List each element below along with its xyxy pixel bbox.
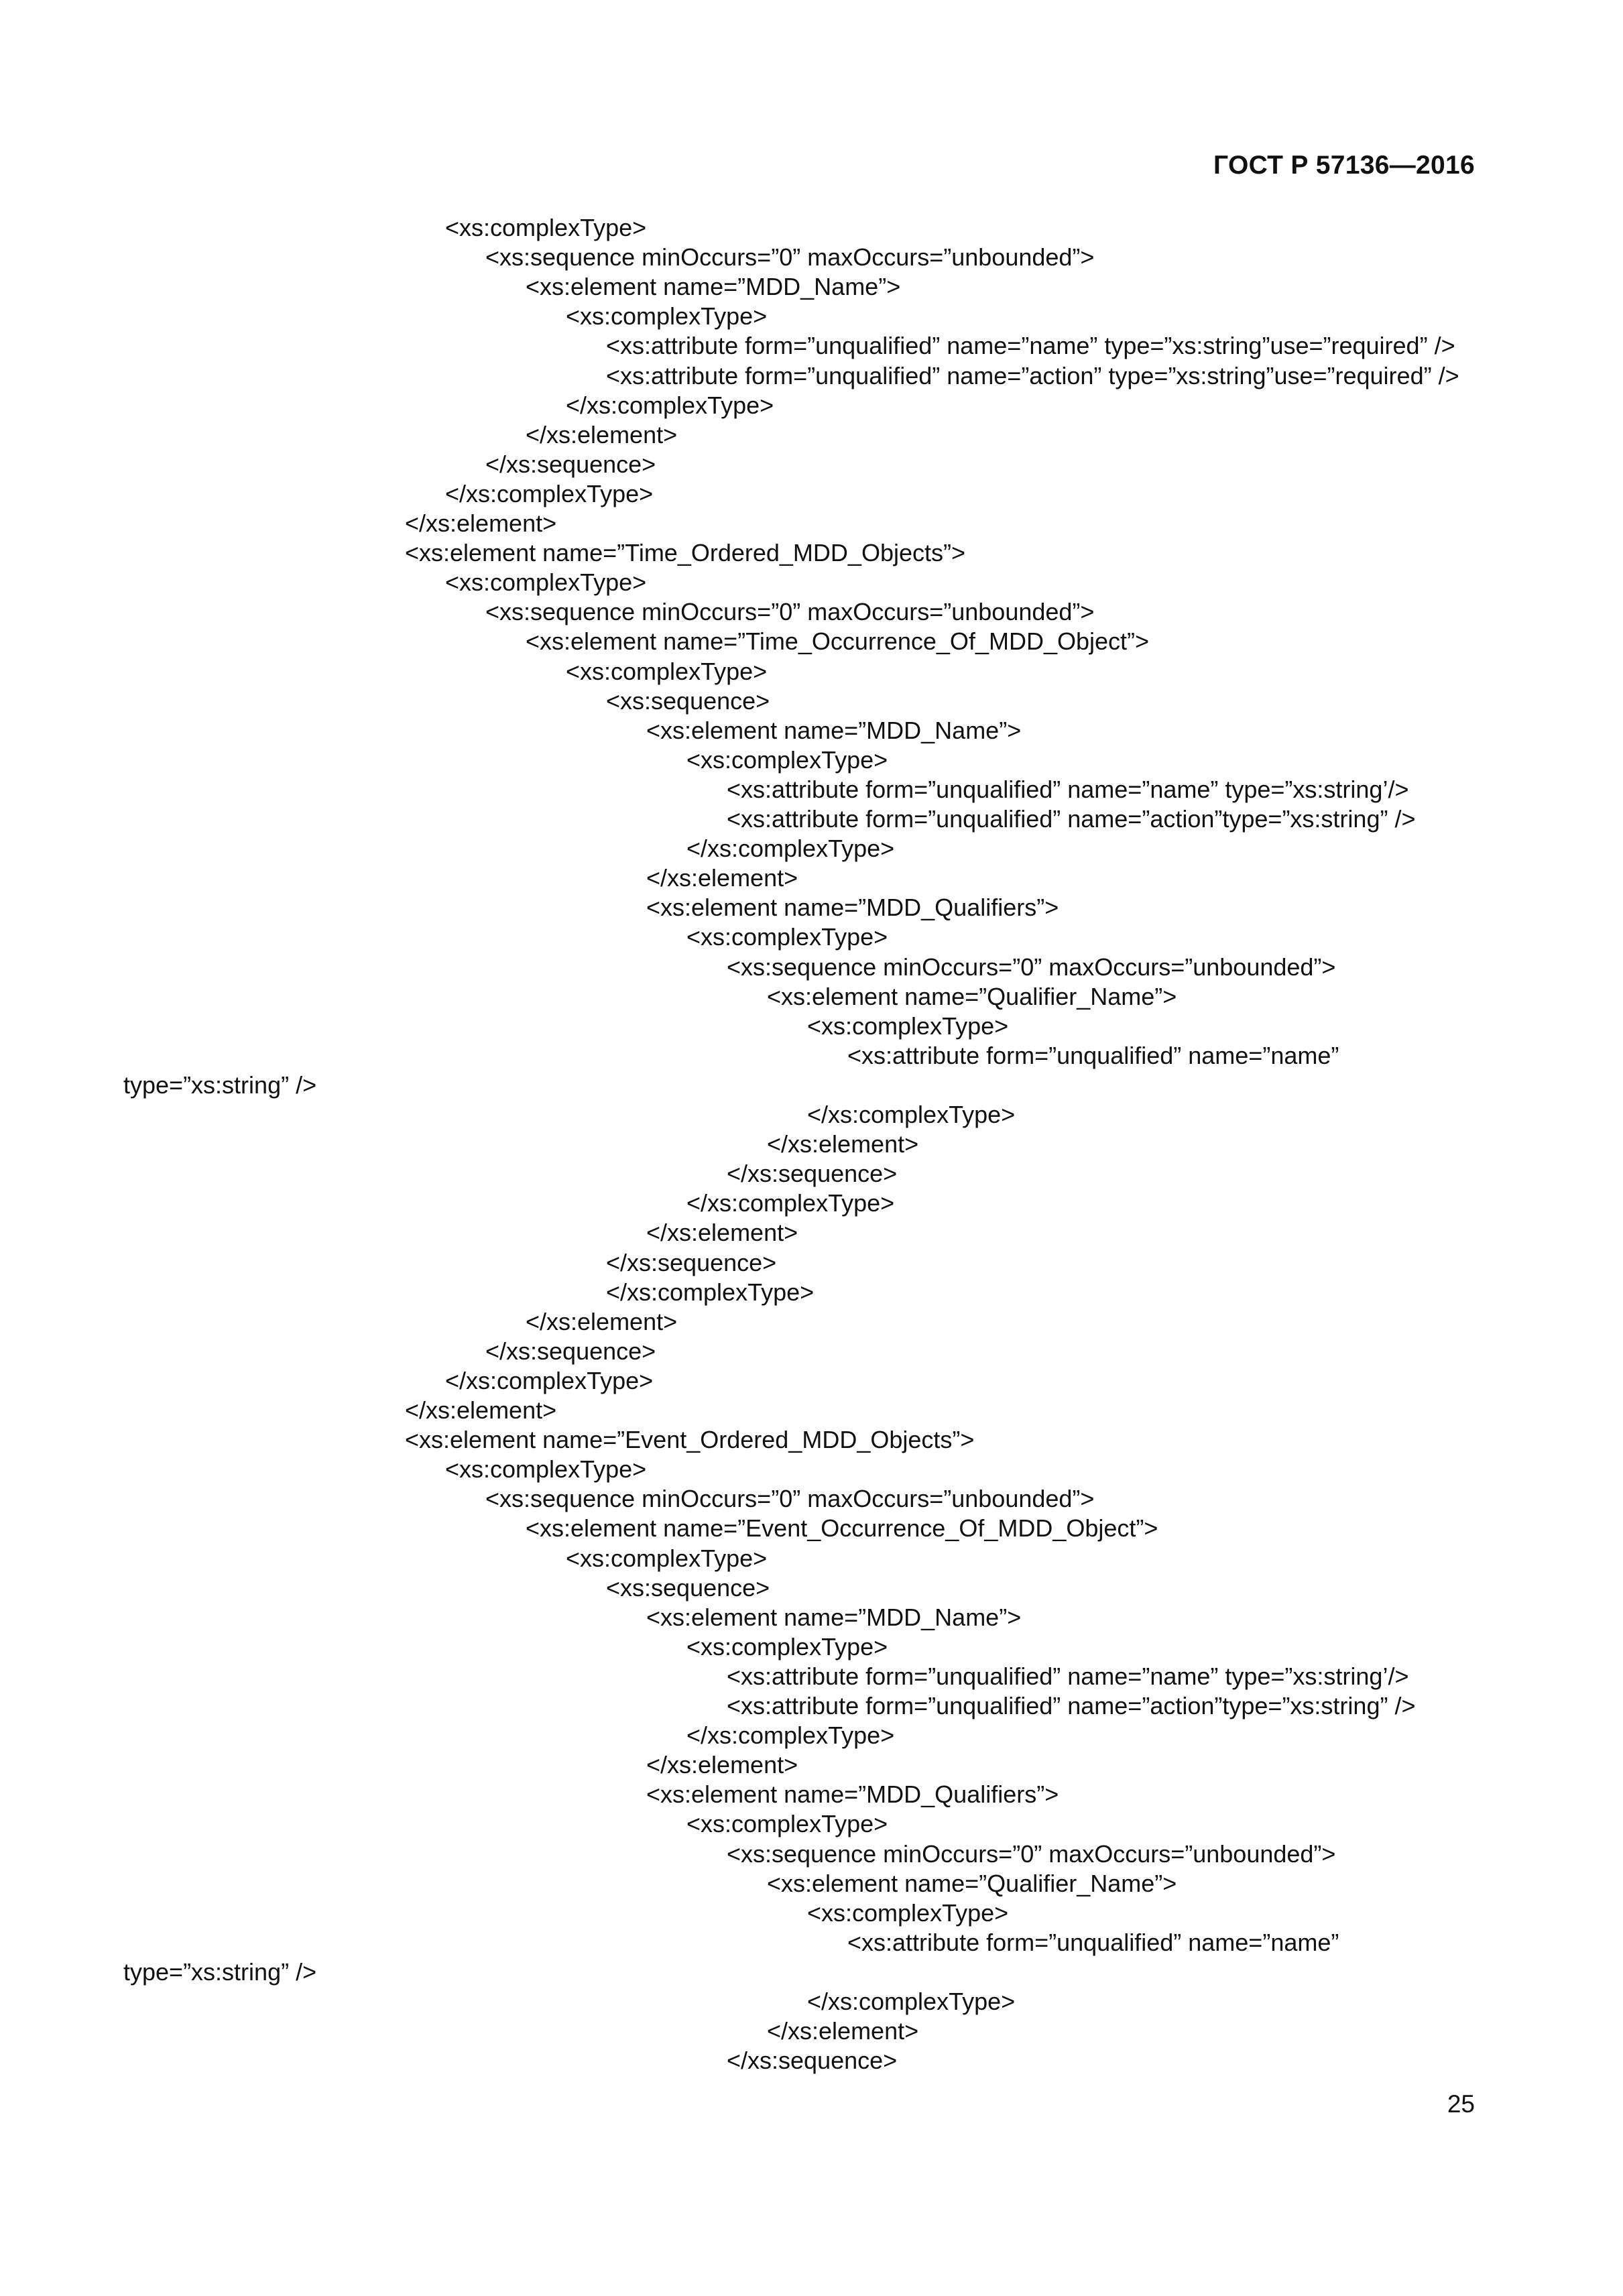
- code-line: type=”xs:string” />: [123, 1957, 317, 1986]
- code-line: <xs:complexType>: [566, 1544, 768, 1572]
- code-line: </xs:element>: [767, 1130, 919, 1158]
- code-line: <xs:attribute form=”unqualified” name=”name” type=”xs:string”use=”required” />: [606, 332, 1455, 360]
- code-line: </xs:complexType>: [445, 1366, 654, 1394]
- code-line: </xs:element>: [405, 509, 557, 537]
- code-line: <xs:complexType>: [807, 1012, 1009, 1040]
- page-number: 25: [1447, 2090, 1475, 2118]
- code-line: <xs:attribute form=”unqualified” name=”name”: [847, 1928, 1339, 1956]
- code-line: <xs:sequence minOccurs=”0” maxOccurs=”unbounded”>: [485, 1485, 1095, 1513]
- code-line: </xs:element>: [405, 1396, 557, 1424]
- code-line: <xs:element name=”Qualifier_Name”>: [767, 982, 1177, 1010]
- code-line: </xs:sequence>: [485, 450, 656, 478]
- code-line: <xs:complexType>: [566, 302, 768, 330]
- code-line: <xs:sequence minOccurs=”0” maxOccurs=”unbounded”>: [727, 1839, 1336, 1868]
- code-line: <xs:element name=”Qualifier_Name”>: [767, 1869, 1177, 1897]
- code-line: <xs:element name=”Time_Ordered_MDD_Objects”>: [405, 539, 965, 567]
- code-line: </xs:complexType>: [445, 479, 654, 507]
- code-line: <xs:sequence>: [606, 686, 770, 715]
- code-line: <xs:attribute form=”unqualified” name=”name” type=”xs:string’/>: [727, 775, 1409, 803]
- code-line: type=”xs:string” />: [123, 1071, 317, 1099]
- code-line: </xs:element>: [646, 864, 798, 892]
- code-line: <xs:sequence minOccurs=”0” maxOccurs=”unbounded”>: [485, 598, 1095, 626]
- code-line: <xs:element name=”MDD_Qualifiers”>: [646, 894, 1059, 922]
- code-line: <xs:sequence minOccurs=”0” maxOccurs=”unbounded”>: [727, 953, 1336, 981]
- code-line: <xs:element name=”Time_Occurrence_Of_MDD_Object”>: [526, 627, 1150, 656]
- code-line: </xs:element>: [526, 420, 678, 448]
- code-line: </xs:complexType>: [807, 1988, 1016, 2015]
- code-line: <xs:sequence>: [606, 1573, 770, 1602]
- code-line: <xs:complexType>: [445, 214, 647, 241]
- code-line: </xs:complexType>: [807, 1101, 1016, 1128]
- code-line: </xs:sequence>: [727, 2047, 898, 2075]
- page-header-title: ГОСТ Р 57136—2016: [1213, 151, 1475, 180]
- code-line: <xs:complexType>: [445, 1455, 647, 1484]
- code-line: <xs:sequence minOccurs=”0” maxOccurs=”unbounded”>: [485, 243, 1095, 271]
- code-line: <xs:attribute form=”unqualified” name=”name”: [847, 1041, 1339, 1069]
- code-line: </xs:sequence>: [606, 1248, 777, 1276]
- code-line: </xs:complexType>: [566, 391, 774, 419]
- code-line: <xs:element name=”MDD_Name”>: [526, 273, 901, 301]
- code-line: </xs:complexType>: [686, 1189, 895, 1217]
- code-line: <xs:complexType>: [445, 568, 647, 597]
- code-line: <xs:element name=”MDD_Name”>: [646, 1603, 1022, 1631]
- code-line: </xs:element>: [526, 1307, 678, 1335]
- code-line: <xs:element name=”MDD_Qualifiers”>: [646, 1780, 1059, 1809]
- code-line: <xs:attribute form=”unqualified” name=”name” type=”xs:string’/>: [727, 1662, 1409, 1690]
- code-line: </xs:complexType>: [686, 835, 895, 863]
- code-line: <xs:complexType>: [686, 1632, 888, 1660]
- code-line: <xs:attribute form=”unqualified” name=”action” type=”xs:string”use=”required” />: [606, 361, 1459, 389]
- code-line: </xs:element>: [646, 1751, 798, 1779]
- code-line: </xs:element>: [767, 2017, 919, 2045]
- code-line: </xs:element>: [646, 1219, 798, 1247]
- code-line: </xs:sequence>: [727, 1160, 898, 1188]
- code-line: <xs:complexType>: [566, 657, 768, 685]
- code-line: <xs:element name=”Event_Occurrence_Of_MDD_Object”>: [526, 1514, 1158, 1543]
- code-line: <xs:complexType>: [686, 745, 888, 774]
- code-line: </xs:complexType>: [606, 1278, 815, 1306]
- code-line: <xs:complexType>: [686, 923, 888, 951]
- code-line: </xs:sequence>: [485, 1337, 656, 1365]
- code-line: </xs:complexType>: [686, 1721, 895, 1750]
- code-line: <xs:complexType>: [686, 1810, 888, 1838]
- code-line: <xs:attribute form=”unqualified” name=”action”type=”xs:string” />: [727, 1692, 1416, 1719]
- code-line: <xs:element name=”Event_Ordered_MDD_Objects”>: [405, 1426, 975, 1454]
- code-line: <xs:complexType>: [807, 1898, 1009, 1927]
- code-line: <xs:element name=”MDD_Name”>: [646, 716, 1022, 744]
- code-line: <xs:attribute form=”unqualified” name=”action”type=”xs:string” />: [727, 805, 1416, 833]
